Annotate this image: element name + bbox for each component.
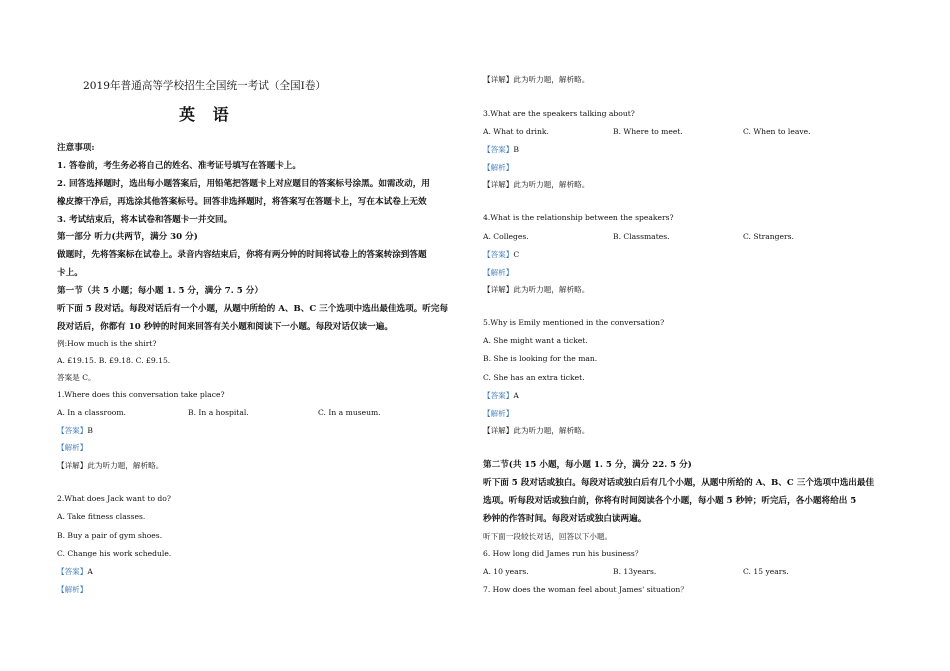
question-2: 2.What does Jack want to do? — [57, 494, 171, 503]
q5-option-b: B. She is looking for the man. — [483, 354, 598, 363]
section2-desc-1: 听下面 5 段对话或独白。每段对话或独白后有几个小题，从题中所给的 A、B、C 三个选项中选出最佳 — [483, 478, 875, 488]
question-5: 5.Why is Emily mentioned in the conversation? — [483, 318, 665, 327]
question-1: 1.Where does this conversation take place? — [57, 390, 225, 399]
section1-desc-2: 段对话后，你都有 10 秒钟的时间来回答有关小题和阅读下一小题。每段对话仅读一遍。 — [57, 322, 393, 332]
q1-option-c: C. In a museum. — [318, 408, 381, 417]
answer-value: C — [513, 250, 520, 259]
q1-detail: 【详解】此为听力题，解析略。 — [57, 461, 164, 470]
q1-analysis-label: 【解析】 — [57, 443, 88, 452]
notice-item-2-cont: 橡皮擦干净后，再选涂其他答案标号。回答非选择题时，将答案写在答题卡上，写在本试卷上无效 — [57, 197, 427, 207]
q4-option-c: C. Strangers. — [743, 232, 794, 241]
section1-desc-1: 听下面 5 段对话。每段对话后有一个小题，从题中所给的 A、B、C 三个选项中选出最佳选项。听完每 — [57, 304, 449, 314]
notice-item-2: 2. 回答选择题时，选出每小题答案后，用铅笔把答题卡上对应题目的答案标号涂黑。如需改动，用 — [57, 179, 430, 189]
notice-item-3: 3. 考试结束后，将本试卷和答题卡一并交回。 — [57, 215, 233, 225]
q3-option-b: B. Where to meet. — [613, 127, 683, 136]
q5-answer — [483, 391, 519, 401]
q2-option-c: C. Change his work schedule. — [57, 549, 172, 558]
q1-answer — [57, 426, 93, 436]
part1-desc-1: 做题时，先将答案标在试卷上。录音内容结束后，你将有两分钟的时间将试卷上的答案转涂到答题 — [57, 250, 427, 260]
exam-title: 2019年普通高等学校招生全国统一考试（全国Ⅰ卷） — [83, 80, 327, 92]
part1-desc-2: 卡上。 — [57, 268, 83, 278]
q4-detail: 【详解】此为听力题，解析略。 — [483, 285, 590, 294]
q6-option-b: B. 13years. — [613, 567, 657, 576]
example-question: 例:How much is the shirt? — [57, 339, 157, 348]
q6-option-c: C. 15 years. — [743, 567, 789, 576]
q3-detail: 【详解】此为听力题，解析略。 — [483, 180, 590, 189]
question-7: 7. How does the woman feel about James' situation？ — [483, 585, 688, 594]
q2-analysis-label: 【解析】 — [57, 585, 88, 594]
q5-analysis-label: 【解析】 — [483, 409, 514, 418]
example-answer: 答案是 C。 — [57, 373, 96, 382]
subject-title: 英 语 — [179, 105, 235, 124]
q5-option-c: C. She has an extra ticket. — [483, 373, 585, 382]
part1-title: 第一部分 听力(共两节，满分 30 分) — [57, 232, 198, 242]
answer-value: A — [87, 567, 93, 576]
q4-answer — [483, 250, 519, 260]
section2-desc-3: 秒钟的作答时间。每段对话或独白读两遍。 — [483, 514, 647, 524]
q2-option-a: A. Take fitness classes. — [57, 512, 146, 521]
q1-option-a: A. In a classroom. — [57, 408, 126, 417]
answer-label: 【答案】 — [483, 145, 514, 154]
section2-title: 第二节(共 15 小题，每小题 1. 5 分，满分 22. 5 分) — [483, 460, 692, 470]
q1-option-b: B. In a hospital. — [188, 408, 249, 417]
q3-analysis-label: 【解析】 — [483, 163, 514, 172]
q3-option-c: C. When to leave. — [743, 127, 811, 136]
q3-answer — [483, 145, 519, 155]
q4-option-a: A. Colleges. — [483, 232, 529, 241]
example-options: A. £19.15. B. £9.18. C. £9.15. — [57, 356, 171, 365]
question-4: 4.What is the relationship between the speakers? — [483, 213, 674, 222]
answer-label: 【答案】 — [483, 391, 514, 400]
q2-detail: 【详解】此为听力题，解析略。 — [483, 75, 590, 84]
answer-value: B — [513, 145, 519, 154]
question-3: 3.What are the speakers talking about? — [483, 109, 635, 118]
q5-detail: 【详解】此为听力题，解析略。 — [483, 426, 590, 435]
q2-option-b: B. Buy a pair of gym shoes. — [57, 531, 163, 540]
answer-label: 【答案】 — [57, 567, 88, 576]
notice-item-1: 1. 答卷前，考生务必将自己的姓名、准考证号填写在答题卡上。 — [57, 161, 301, 171]
question-6: 6. How long did James run his business？ — [483, 549, 643, 558]
section2-intro: 听下面一段较长对话，回答以下小题。 — [483, 532, 613, 541]
answer-value: B — [87, 426, 93, 435]
section2-desc-2: 选项。听每段对话或独白前，你将有时间阅读各个小题，每小题 5 秒钟；听完后，各小题将给出 5 — [483, 496, 857, 506]
q4-option-b: B. Classmates. — [613, 232, 670, 241]
q3-option-a: A. What to drink. — [483, 127, 549, 136]
answer-label: 【答案】 — [57, 426, 88, 435]
q5-option-a: A. She might want a ticket. — [483, 336, 588, 345]
answer-label: 【答案】 — [483, 250, 514, 259]
q2-answer — [57, 567, 93, 577]
section1-title: 第一节（共 5 小题；每小题 1. 5 分，满分 7. 5 分） — [57, 286, 263, 296]
q6-option-a: A. 10 years. — [483, 567, 529, 576]
answer-value: A — [513, 391, 519, 400]
q4-analysis-label: 【解析】 — [483, 268, 514, 277]
notice-title: 注意事项: — [57, 143, 95, 153]
